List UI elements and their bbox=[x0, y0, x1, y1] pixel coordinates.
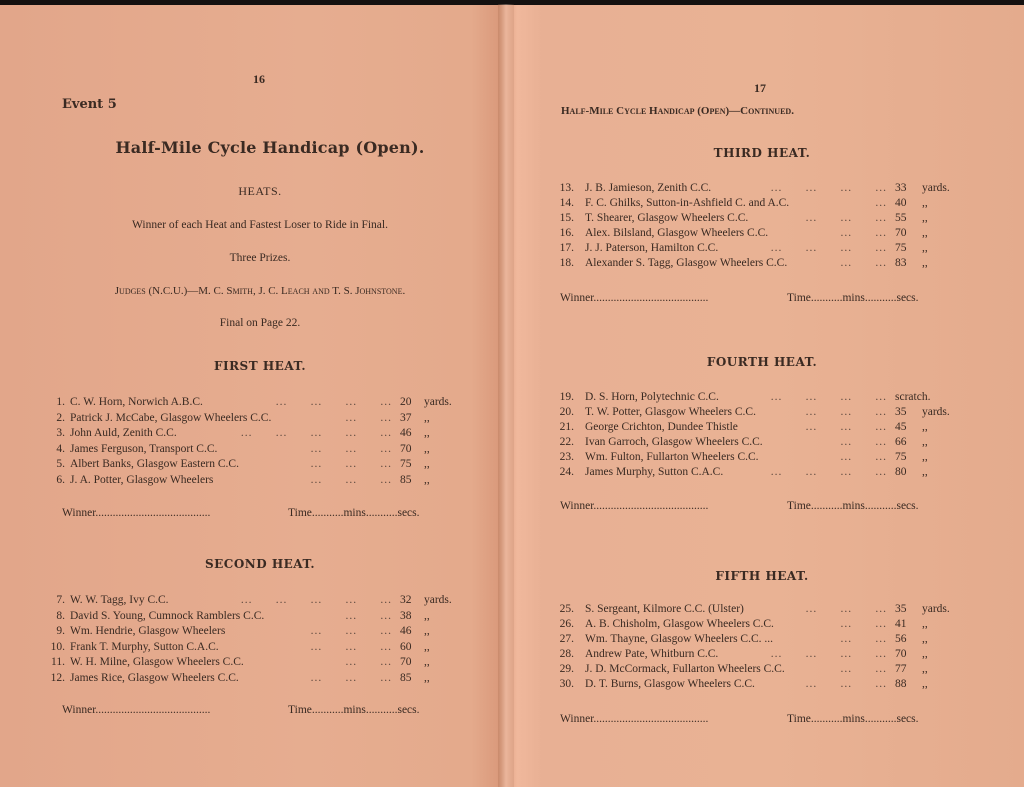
entry-row bbox=[0, 442, 520, 457]
left-page bbox=[0, 4, 500, 787]
entry-name: Ivan Garroch, Glasgow Wheelers C.C. bbox=[585, 436, 763, 448]
handicap-unit: ,, bbox=[922, 466, 928, 478]
entry-name: George Crichton, Dundee Thistle bbox=[585, 421, 738, 433]
entry-name: J. A. Potter, Glasgow Wheelers bbox=[70, 473, 214, 486]
entry-number: 28. bbox=[559, 648, 574, 660]
handicap-value: 41 bbox=[895, 618, 907, 630]
heat-title: FIRST HEAT. bbox=[213, 359, 307, 373]
entry-row bbox=[512, 602, 1012, 617]
heat-title: FOURTH HEAT. bbox=[706, 355, 818, 369]
handicap-value: 40 bbox=[895, 197, 907, 209]
entry-name: James Rice, Glasgow Wheelers C.C. bbox=[70, 671, 239, 684]
leader-dots: ... ... ... ... bbox=[275, 396, 392, 408]
handicap-unit: ,, bbox=[922, 227, 928, 239]
handicap-value: 35 bbox=[895, 406, 907, 418]
entry-number: 14. bbox=[559, 197, 574, 209]
entry-row bbox=[512, 226, 1012, 241]
entry-name: D. S. Horn, Polytechnic C.C. bbox=[585, 391, 719, 403]
entry-name: W. W. Tagg, Ivy C.C. bbox=[70, 594, 169, 606]
winner-line: Winner........................................ bbox=[560, 292, 709, 304]
handicap-value: 37 bbox=[400, 411, 412, 424]
entry-row bbox=[512, 677, 1012, 692]
entry-name: Andrew Pate, Whitburn C.C. bbox=[585, 648, 719, 660]
entry-row bbox=[0, 411, 520, 426]
entry-row bbox=[512, 211, 1012, 226]
entry-number: 2. bbox=[56, 411, 65, 424]
handicap-unit: ,, bbox=[424, 671, 430, 684]
event-title: Half-Mile Cycle Handicap (Open). bbox=[115, 138, 425, 157]
entry-number: 9. bbox=[56, 625, 65, 637]
time-line: Time...........mins...........secs. bbox=[787, 292, 919, 304]
leader-dots: ... ... bbox=[345, 609, 392, 622]
leader-dots: ... ... ... ... bbox=[770, 466, 887, 478]
entry-number: 25. bbox=[559, 603, 574, 615]
entry-number: 8. bbox=[56, 609, 65, 622]
leader-dots: ... ... ... ... bbox=[770, 182, 887, 194]
entry-name: J. J. Paterson, Hamilton C.C. bbox=[585, 242, 719, 254]
entry-name: J. B. Jamieson, Zenith C.C. bbox=[585, 182, 712, 194]
time-line: Time...........mins...........secs. bbox=[787, 713, 919, 725]
leader-dots: ... ... bbox=[840, 633, 887, 645]
handicap-value: 75 bbox=[895, 451, 907, 463]
entry-name: Patrick J. McCabe, Glasgow Wheelers C.C. bbox=[70, 411, 272, 424]
entry-row bbox=[512, 181, 1012, 196]
entry-number: 6. bbox=[56, 473, 65, 486]
handicap-value: 66 bbox=[895, 436, 907, 448]
handicap-unit: ,, bbox=[922, 257, 928, 269]
entry-number: 22. bbox=[559, 436, 574, 448]
handicap-unit: yards. bbox=[922, 603, 950, 615]
handicap-value: 70 bbox=[400, 656, 412, 668]
handicap-value: 45 bbox=[895, 421, 907, 433]
winner-line: Winner........................................ bbox=[560, 713, 709, 725]
entry-row bbox=[512, 435, 1012, 450]
page-number: 17 bbox=[754, 81, 766, 95]
leader-dots: ... ... ... bbox=[805, 603, 887, 615]
entry-row bbox=[512, 420, 1012, 435]
entry-number: 12. bbox=[50, 671, 65, 684]
entry-row bbox=[0, 655, 520, 670]
time-line: Time...........mins...........secs. bbox=[288, 704, 420, 716]
entry-number: 10. bbox=[50, 640, 65, 653]
entry-row bbox=[0, 426, 520, 441]
continued-header: Half-Mile Cycle Handicap (Open)—Continued. bbox=[561, 105, 794, 117]
entry-row bbox=[512, 662, 1012, 677]
entry-name: Frank T. Murphy, Sutton C.A.C. bbox=[70, 640, 219, 653]
leader-dots: ... ... bbox=[345, 411, 392, 424]
handicap-value: 77 bbox=[895, 663, 907, 675]
handicap-value: 33 bbox=[895, 182, 907, 194]
handicap-value: 60 bbox=[400, 640, 412, 653]
entry-name: J. D. McCormack, Fullarton Wheelers C.C. bbox=[585, 663, 785, 675]
leader-dots: ... ... bbox=[840, 227, 887, 239]
handicap-value: 70 bbox=[895, 227, 907, 239]
handicap-value: 46 bbox=[400, 427, 412, 439]
leader-dots: ... ... ... bbox=[310, 473, 392, 486]
entry-row bbox=[0, 593, 520, 608]
handicap-value: 20 bbox=[400, 396, 412, 408]
entry-number: 29. bbox=[559, 663, 574, 675]
entry-number: 13. bbox=[559, 182, 574, 194]
time-line: Time...........mins...........secs. bbox=[787, 500, 919, 512]
leader-dots: ... ... ... bbox=[310, 640, 392, 653]
leader-dots: ... ... bbox=[840, 451, 887, 463]
handicap-unit: ,, bbox=[424, 427, 430, 439]
entry-name: James Murphy, Sutton C.A.C. bbox=[585, 466, 724, 478]
prizes-note: Three Prizes. bbox=[229, 252, 291, 264]
handicap-value: 85 bbox=[400, 671, 412, 684]
entry-name: Albert Banks, Glasgow Eastern C.C. bbox=[70, 458, 239, 470]
entry-number: 15. bbox=[559, 212, 574, 224]
handicap-value: 83 bbox=[895, 257, 907, 269]
handicap-unit: ,, bbox=[922, 663, 928, 675]
handicap-value: 70 bbox=[895, 648, 907, 660]
entry-name: D. T. Burns, Glasgow Wheelers C.C. bbox=[585, 678, 755, 690]
leader-dots: ... ... bbox=[840, 257, 887, 269]
entry-number: 3. bbox=[56, 427, 65, 439]
entry-number: 21. bbox=[559, 421, 574, 433]
leader-dots: ... ... ... ... ... bbox=[240, 594, 392, 606]
handicap-unit: ,, bbox=[922, 648, 928, 660]
winner-line: Winner........................................ bbox=[62, 507, 211, 519]
heat-title: SECOND HEAT. bbox=[204, 557, 316, 571]
handicap-unit: ,, bbox=[424, 458, 430, 470]
entry-row bbox=[512, 390, 1012, 405]
handicap-unit: yards. bbox=[922, 406, 950, 418]
winner-line: Winner........................................ bbox=[62, 704, 211, 716]
handicap-value: scratch. bbox=[895, 391, 931, 403]
final-note: Final on Page 22. bbox=[219, 317, 301, 329]
entry-row bbox=[0, 609, 520, 624]
leader-dots: ... ... ... ... bbox=[770, 242, 887, 254]
handicap-value: 75 bbox=[895, 242, 907, 254]
handicap-unit: ,, bbox=[424, 625, 430, 637]
handicap-value: 56 bbox=[895, 633, 907, 645]
entry-name: S. Sergeant, Kilmore C.C. (Ulster) bbox=[585, 603, 744, 615]
entry-number: 23. bbox=[559, 451, 574, 463]
entry-number: 24. bbox=[559, 466, 574, 478]
entry-name: Alexander S. Tagg, Glasgow Wheelers C.C. bbox=[585, 257, 788, 269]
leader-dots: ... ... bbox=[840, 618, 887, 630]
entry-name: W. H. Milne, Glasgow Wheelers C.C. bbox=[70, 656, 244, 668]
entry-name: C. W. Horn, Norwich A.B.C. bbox=[70, 396, 203, 408]
entry-row bbox=[512, 617, 1012, 632]
entry-number: 18. bbox=[559, 257, 574, 269]
handicap-value: 80 bbox=[895, 466, 907, 478]
handicap-unit: ,, bbox=[922, 242, 928, 254]
handicap-unit: yards. bbox=[424, 396, 452, 408]
leader-dots: ... ... ... ... ... bbox=[240, 427, 392, 439]
handicap-unit: ,, bbox=[922, 197, 928, 209]
handicap-value: 46 bbox=[400, 625, 412, 637]
handicap-value: 38 bbox=[400, 609, 412, 622]
heat-title: FIFTH HEAT. bbox=[715, 569, 809, 583]
handicap-value: 75 bbox=[400, 458, 412, 470]
leader-dots: ... ... ... bbox=[310, 671, 392, 684]
entry-row bbox=[512, 256, 1012, 271]
leader-dots: ... ... ... bbox=[805, 212, 887, 224]
handicap-unit: ,, bbox=[424, 442, 430, 455]
handicap-unit: ,, bbox=[424, 656, 430, 668]
entry-name: James Ferguson, Transport C.C. bbox=[70, 442, 218, 455]
leader-dots: ... ... ... ... bbox=[770, 648, 887, 660]
entry-number: 5. bbox=[56, 458, 65, 470]
handicap-unit: ,, bbox=[922, 678, 928, 690]
leader-dots: ... ... bbox=[345, 656, 392, 668]
entry-name: T. Shearer, Glasgow Wheelers C.C. bbox=[585, 212, 749, 224]
handicap-unit: yards. bbox=[424, 594, 452, 606]
judges-note: Judges (N.C.U.)—M. C. Smith, J. C. Leach and T. S. Johnstone. bbox=[114, 285, 406, 297]
heats-label: HEATS. bbox=[238, 184, 282, 198]
entry-row bbox=[0, 624, 520, 639]
entry-row bbox=[512, 632, 1012, 647]
entry-name: F. C. Ghilks, Sutton-in-Ashfield C. and A.C. bbox=[585, 197, 790, 209]
entry-row bbox=[0, 640, 520, 655]
entry-name: T. W. Potter, Glasgow Wheelers C.C. bbox=[585, 406, 756, 418]
entry-number: 30. bbox=[559, 678, 574, 690]
entry-number: 11. bbox=[51, 656, 65, 668]
handicap-unit: ,, bbox=[424, 640, 430, 653]
entry-number: 20. bbox=[559, 406, 574, 418]
handicap-value: 88 bbox=[895, 678, 907, 690]
handicap-value: 32 bbox=[400, 594, 412, 606]
entry-name: John Auld, Zenith C.C. bbox=[70, 427, 177, 439]
entry-row bbox=[512, 465, 1012, 480]
entry-number: 7. bbox=[56, 594, 65, 606]
entry-row bbox=[512, 647, 1012, 662]
handicap-unit: ,, bbox=[922, 451, 928, 463]
leader-dots: ... ... ... ... bbox=[770, 391, 887, 403]
entry-row bbox=[0, 473, 520, 488]
leader-dots: ... ... bbox=[840, 663, 887, 675]
handicap-unit: ,, bbox=[922, 421, 928, 433]
handicap-value: 35 bbox=[895, 603, 907, 615]
entry-row bbox=[512, 405, 1012, 420]
handicap-value: 70 bbox=[400, 442, 412, 455]
entry-number: 26. bbox=[559, 618, 574, 630]
entry-number: 27. bbox=[559, 633, 574, 645]
entry-row bbox=[0, 671, 520, 686]
leader-dots: ... ... ... bbox=[310, 625, 392, 637]
right-page bbox=[512, 4, 1024, 787]
handicap-unit: ,, bbox=[424, 609, 430, 622]
handicap-unit: ,, bbox=[922, 633, 928, 645]
page-number: 16 bbox=[253, 72, 265, 86]
leader-dots: ... ... ... bbox=[805, 406, 887, 418]
entry-number: 4. bbox=[56, 442, 65, 455]
entry-number: 19. bbox=[559, 391, 574, 403]
event-label: Event 5 bbox=[62, 97, 117, 112]
winner-line: Winner........................................ bbox=[560, 500, 709, 512]
handicap-unit: yards. bbox=[922, 182, 950, 194]
leader-dots: ... ... ... bbox=[310, 442, 392, 455]
leader-dots: ... bbox=[875, 197, 887, 209]
leader-dots: ... ... ... bbox=[805, 678, 887, 690]
entry-number: 16. bbox=[559, 227, 574, 239]
leader-dots: ... ... ... bbox=[310, 458, 392, 470]
entry-name: A. B. Chisholm, Glasgow Wheelers C.C. bbox=[585, 618, 774, 630]
leader-dots: ... ... bbox=[840, 436, 887, 448]
entry-number: 1. bbox=[56, 396, 65, 408]
handicap-value: 85 bbox=[400, 473, 412, 486]
entry-row bbox=[512, 196, 1012, 211]
handicap-unit: ,, bbox=[424, 411, 430, 424]
entry-name: Wm. Hendrie, Glasgow Wheelers bbox=[70, 625, 226, 637]
entry-name: Wm. Thayne, Glasgow Wheelers C.C. ... bbox=[585, 633, 774, 645]
handicap-unit: ,, bbox=[922, 618, 928, 630]
entry-row bbox=[512, 450, 1012, 465]
heat-title: THIRD HEAT. bbox=[713, 146, 811, 160]
entry-name: Alex. Bilsland, Glasgow Wheelers C.C. bbox=[585, 227, 769, 239]
entry-row bbox=[0, 457, 520, 472]
handicap-value: 55 bbox=[895, 212, 907, 224]
handicap-unit: ,, bbox=[922, 212, 928, 224]
entry-number: 17. bbox=[559, 242, 574, 254]
entry-name: David S. Young, Cumnock Ramblers C.C. bbox=[70, 609, 265, 622]
entry-row bbox=[512, 241, 1012, 256]
handicap-unit: ,, bbox=[922, 436, 928, 448]
leader-dots: ... ... ... bbox=[805, 421, 887, 433]
entry-name: Wm. Fulton, Fullarton Wheelers C.C. bbox=[585, 451, 759, 463]
handicap-unit: ,, bbox=[424, 473, 430, 486]
heats-rule: Winner of each Heat and Fastest Loser to Ride in Final. bbox=[132, 219, 388, 231]
time-line: Time...........mins...........secs. bbox=[288, 507, 420, 519]
entry-row bbox=[0, 395, 520, 410]
